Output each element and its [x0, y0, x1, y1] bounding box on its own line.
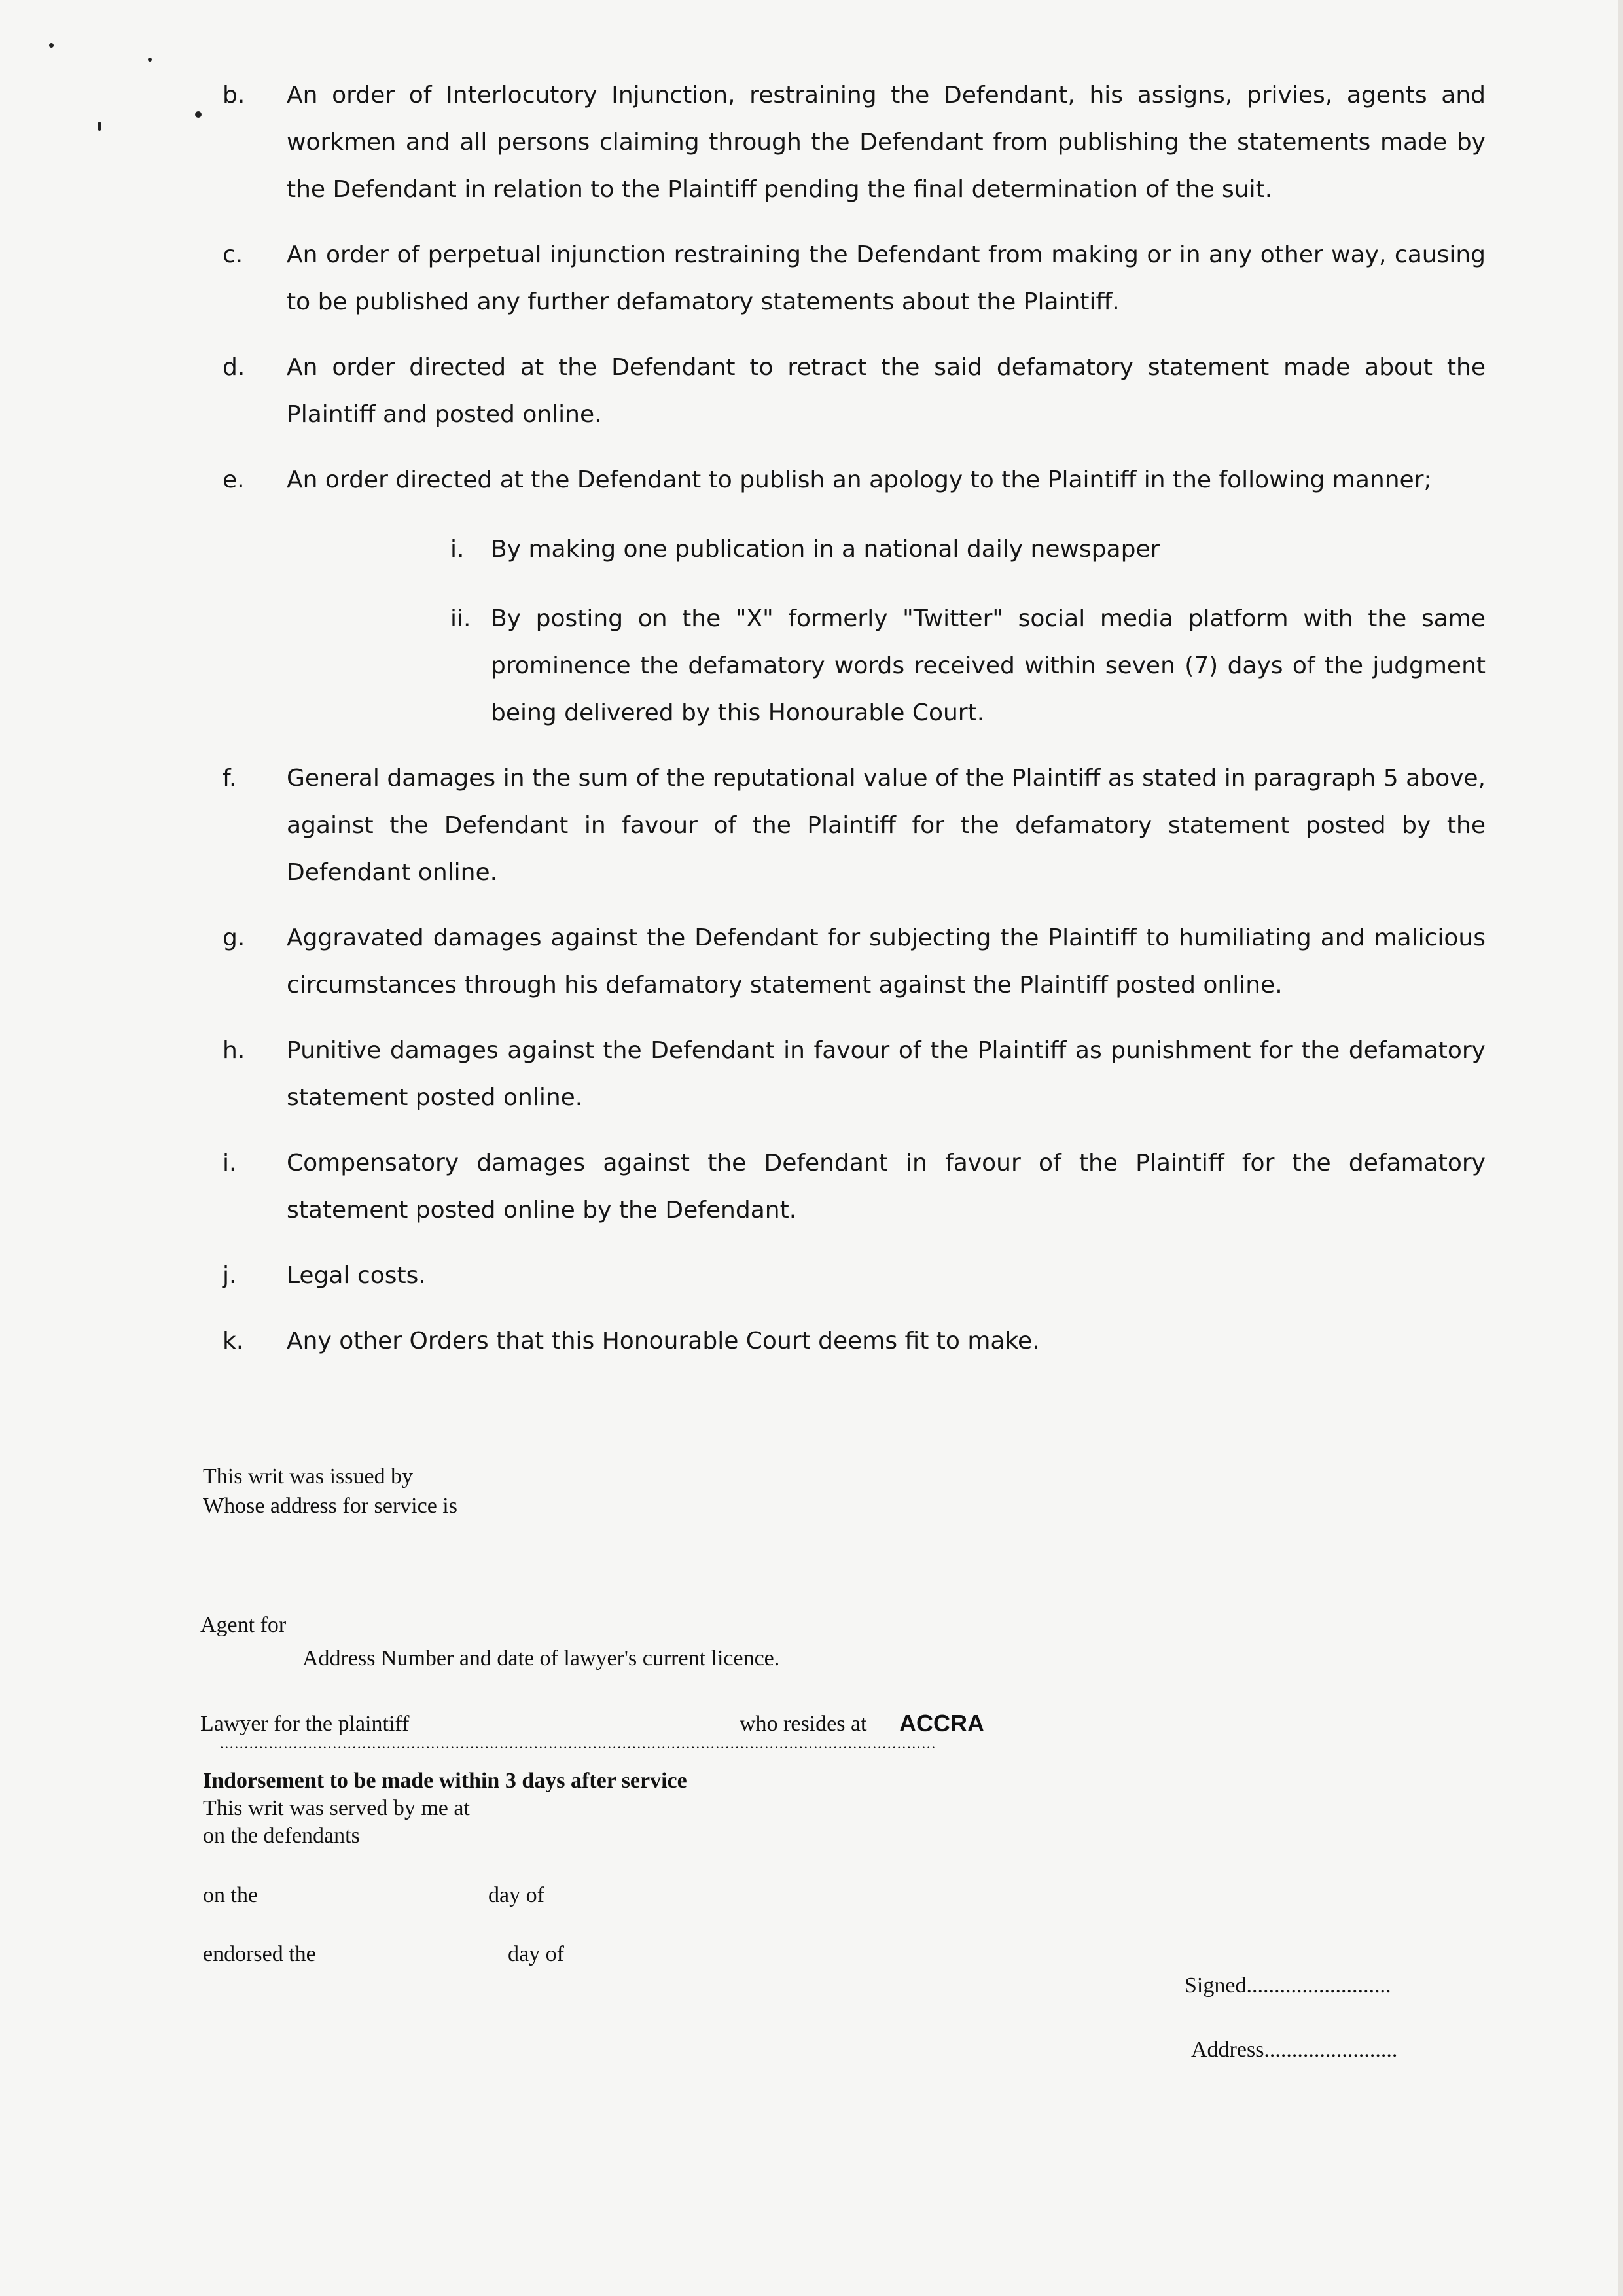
- relief-label: f.: [223, 765, 237, 792]
- sub-item-ii: [450, 595, 1486, 737]
- relief-item-i: [223, 1140, 1486, 1234]
- relief-item-g: [223, 915, 1486, 1009]
- relief-text: Compensatory damages against the Defendant in favour of the Plaintiff for the defamatory statement posted online by the Defendant.: [287, 1150, 1486, 1224]
- relief-text: General damages in the sum of the reputational value of the Plaintiff as stated in paragraph 5 above, against the Defendant in favour of the Plaintiff for the defamatory statement posted by the Defendant online.: [287, 765, 1486, 886]
- relief-label: j.: [223, 1262, 237, 1289]
- page-edge-shadow: [1618, 0, 1623, 2296]
- day-of-label: day of: [508, 1942, 564, 1966]
- city-name: ACCRA: [899, 1710, 984, 1737]
- relief-text: Legal costs.: [287, 1262, 426, 1289]
- relief-text: Punitive damages against the Defendant in favour of the Plaintiff as punishment for the defamatory statement posted online.: [287, 1037, 1486, 1111]
- lawyer-for-plaintiff-label: Lawyer for the plaintiff: [200, 1712, 410, 1736]
- scan-speck: [195, 111, 202, 118]
- relief-label: e.: [223, 467, 245, 493]
- served-by-label: This writ was served by me at: [203, 1796, 470, 1820]
- resides-at-label: who resides at: [740, 1712, 867, 1736]
- relief-item-d: [223, 344, 1486, 438]
- relief-label: i.: [223, 1150, 237, 1176]
- sub-item-text: By making one publication in a national daily newspaper: [491, 536, 1160, 563]
- relief-label: h.: [223, 1037, 245, 1064]
- relief-label: b.: [223, 82, 245, 109]
- address-for-service-label: Whose address for service is: [203, 1494, 457, 1518]
- sub-item-text: By posting on the "X" formerly "Twitter" social media platform with the same prominence the defamatory words received within seven (7) days of the judgment being delivered by this Honourable Court.: [491, 605, 1486, 726]
- on-defendants-label: on the defendants: [203, 1824, 360, 1848]
- relief-item-c: [223, 232, 1486, 326]
- on-the-label: on the: [203, 1883, 259, 1907]
- relief-text: An order directed at the Defendant to retract the said defamatory statement made about the Plaintiff and posted online.: [287, 354, 1486, 428]
- dotted-rule: ..................................................................................................................................................: [220, 1735, 936, 1752]
- relief-text: Aggravated damages against the Defendant for subjecting the Plaintiff to humiliating and malicious circumstances through his defamatory statement against the Plaintiff posted online.: [287, 925, 1486, 998]
- endorsed-the-label: endorsed the: [203, 1942, 316, 1966]
- indorsement-heading: Indorsement to be made within 3 days after service: [203, 1769, 687, 1793]
- relief-item-h: [223, 1027, 1486, 1122]
- sub-item-label: ii.: [450, 605, 471, 632]
- scan-speck: [49, 43, 54, 48]
- licence-line: Address Number and date of lawyer's current licence.: [302, 1646, 780, 1670]
- sub-item-i: [450, 526, 1486, 573]
- relief-text: Any other Orders that this Honourable Court deems fit to make.: [287, 1328, 1040, 1354]
- agent-for-label: Agent for: [200, 1613, 287, 1637]
- relief-text: An order of perpetual injunction restraining the Defendant from making or in any other way, causing to be published any further defamatory statements about the Plaintiff.: [287, 241, 1486, 315]
- address-line: Address........................: [1191, 2038, 1398, 2062]
- relief-text: An order directed at the Defendant to publish an apology to the Plaintiff in the following manner;: [287, 467, 1432, 493]
- day-of-label: day of: [488, 1883, 544, 1907]
- sub-item-label: i.: [450, 536, 465, 563]
- relief-label: g.: [223, 925, 245, 951]
- relief-label: k.: [223, 1328, 244, 1354]
- relief-item-f: [223, 755, 1486, 896]
- reliefs-list: [223, 72, 1486, 1365]
- relief-item-k: [223, 1318, 1486, 1365]
- relief-item-e: [223, 457, 1486, 504]
- scan-speck: [148, 58, 152, 62]
- relief-label: c.: [223, 241, 243, 268]
- relief-item-b: [223, 72, 1486, 213]
- relief-item-j: [223, 1252, 1486, 1299]
- scan-speck: [98, 122, 101, 131]
- signed-line: Signed..........................: [1185, 1973, 1391, 1998]
- relief-text: An order of Interlocutory Injunction, restraining the Defendant, his assigns, privies, agents and workmen and all persons claiming through the Defendant from publishing the statements made by the Defendant in relation to the Plaintiff pending the final determination of the suit.: [287, 82, 1486, 203]
- relief-label: d.: [223, 354, 245, 381]
- issued-by-label: This writ was issued by: [203, 1464, 414, 1489]
